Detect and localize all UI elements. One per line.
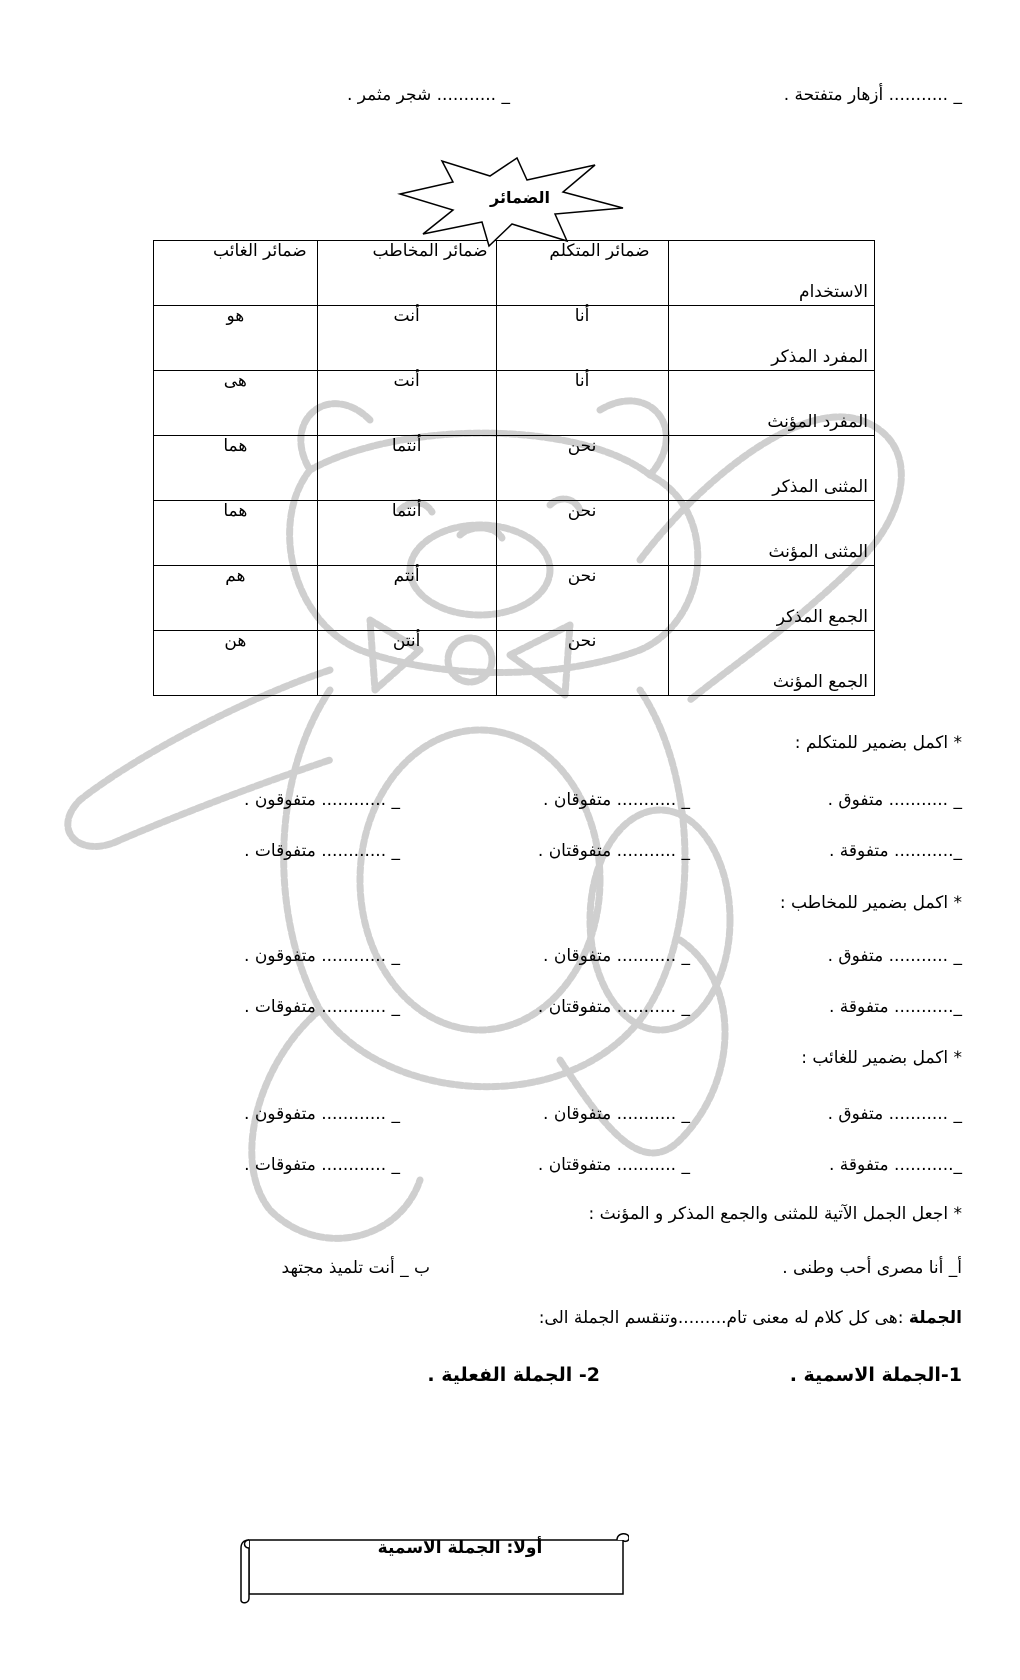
fill-blank: _ ............ متفوقات . xyxy=(244,997,400,1017)
table-cell: أنت xyxy=(317,306,496,371)
table-row xyxy=(154,436,875,501)
type-verbal: 2- الجملة الفعلية . xyxy=(427,1364,600,1386)
scroll-title: أولا: الجملة الاسمية xyxy=(377,1538,543,1558)
fill-blank: _ ........... متفوقان . xyxy=(543,946,690,966)
fill-blank: _........... متفوقة . xyxy=(828,1155,962,1175)
table-cell: أنا xyxy=(496,371,668,436)
definition-line xyxy=(539,1308,962,1328)
fill-blank: _ ............ متفوقون . xyxy=(244,790,400,810)
table-cell: أنتما xyxy=(317,501,496,566)
conversion-sentence-a: أ_ أنا مصرى أحب وطنى . xyxy=(782,1258,962,1278)
table-cell: أنت xyxy=(317,371,496,436)
table-row xyxy=(154,501,875,566)
table-cell: نحن xyxy=(496,436,668,501)
fill-blank: _ ........... متفوقتان . xyxy=(537,841,690,861)
definition-text: :هى كل كلام له معنى تام.........وتنقسم الجملة الى: xyxy=(538,1308,904,1328)
row-label: المثنى المذكر xyxy=(668,436,874,501)
table-cell: أنتما xyxy=(317,436,496,501)
fill-blank: _........... متفوقة . xyxy=(828,997,962,1017)
fill-blank: _ ........... متفوقان . xyxy=(543,1104,690,1124)
badge-title: الضمائر xyxy=(490,188,550,207)
fill-line-flowers: _ ........... أزهار متفتحة . xyxy=(783,85,962,105)
table-cell: هو xyxy=(154,306,318,371)
exercise-heading-absent: * اكمل بضمير للغائب : xyxy=(801,1048,962,1068)
table-cell: هما xyxy=(154,436,318,501)
fill-blank: _ ........... متفوقان . xyxy=(543,790,690,810)
table-cell: أنا xyxy=(496,306,668,371)
fill-blank: _ ........... متفوق . xyxy=(827,1104,962,1124)
header-speaker: ضمائر المتكلم xyxy=(496,241,668,306)
table-cell: أنتم xyxy=(317,566,496,631)
type-nominal: 1-الجملة الاسمية . xyxy=(789,1364,962,1386)
fill-blank: _ ........... متفوق . xyxy=(827,946,962,966)
table-cell: هى xyxy=(154,371,318,436)
table-cell: نحن xyxy=(496,501,668,566)
row-label: المثنى المؤنث xyxy=(668,501,874,566)
table-row xyxy=(154,566,875,631)
pronouns-table xyxy=(153,240,875,696)
fill-blank: _........... متفوقة . xyxy=(828,841,962,861)
fill-blank: _ ........... متفوقتان . xyxy=(537,997,690,1017)
table-cell: هم xyxy=(154,566,318,631)
definition-term: الجملة xyxy=(908,1308,962,1328)
conversion-sentence-b: ب _ أنت تلميذ مجتهد xyxy=(281,1258,430,1278)
fill-blank: _ ............ متفوقون . xyxy=(244,946,400,966)
table-row xyxy=(154,631,875,696)
exercise-heading-speaker: * اكمل بضمير للمتكلم : xyxy=(794,733,962,753)
header-usage: الاستخدام xyxy=(668,241,874,306)
table-cell: نحن xyxy=(496,631,668,696)
row-label: الجمع المؤنث xyxy=(668,631,874,696)
fill-blank: _ ............ متفوقون . xyxy=(244,1104,400,1124)
table-cell: نحن xyxy=(496,566,668,631)
fill-blank: _ ........... متفوق . xyxy=(827,790,962,810)
row-label: المفرد المذكر xyxy=(668,306,874,371)
fill-blank: _ ............ متفوقات . xyxy=(244,841,400,861)
fill-blank: _ ............ متفوقات . xyxy=(244,1155,400,1175)
conversion-heading: * اجعل الجمل الآتية للمثنى والجمع المذكر و المؤنث : xyxy=(588,1204,962,1224)
fill-line-trees: _ ........... شجر مثمر . xyxy=(346,85,510,105)
table-row xyxy=(154,371,875,436)
table-cell: هما xyxy=(154,501,318,566)
table-row xyxy=(154,306,875,371)
row-label: الجمع المذكر xyxy=(668,566,874,631)
fill-blank: _ ........... متفوقتان . xyxy=(537,1155,690,1175)
row-label: المفرد المؤنث xyxy=(668,371,874,436)
exercise-heading-addressee: * اكمل بضمير للمخاطب : xyxy=(779,893,962,913)
table-cell: أنتن xyxy=(317,631,496,696)
header-addressee: ضمائر المخاطب xyxy=(317,241,496,306)
table-cell: هن xyxy=(154,631,318,696)
table-header-row xyxy=(154,241,875,306)
header-absent: ضمائر الغائب xyxy=(154,241,318,306)
